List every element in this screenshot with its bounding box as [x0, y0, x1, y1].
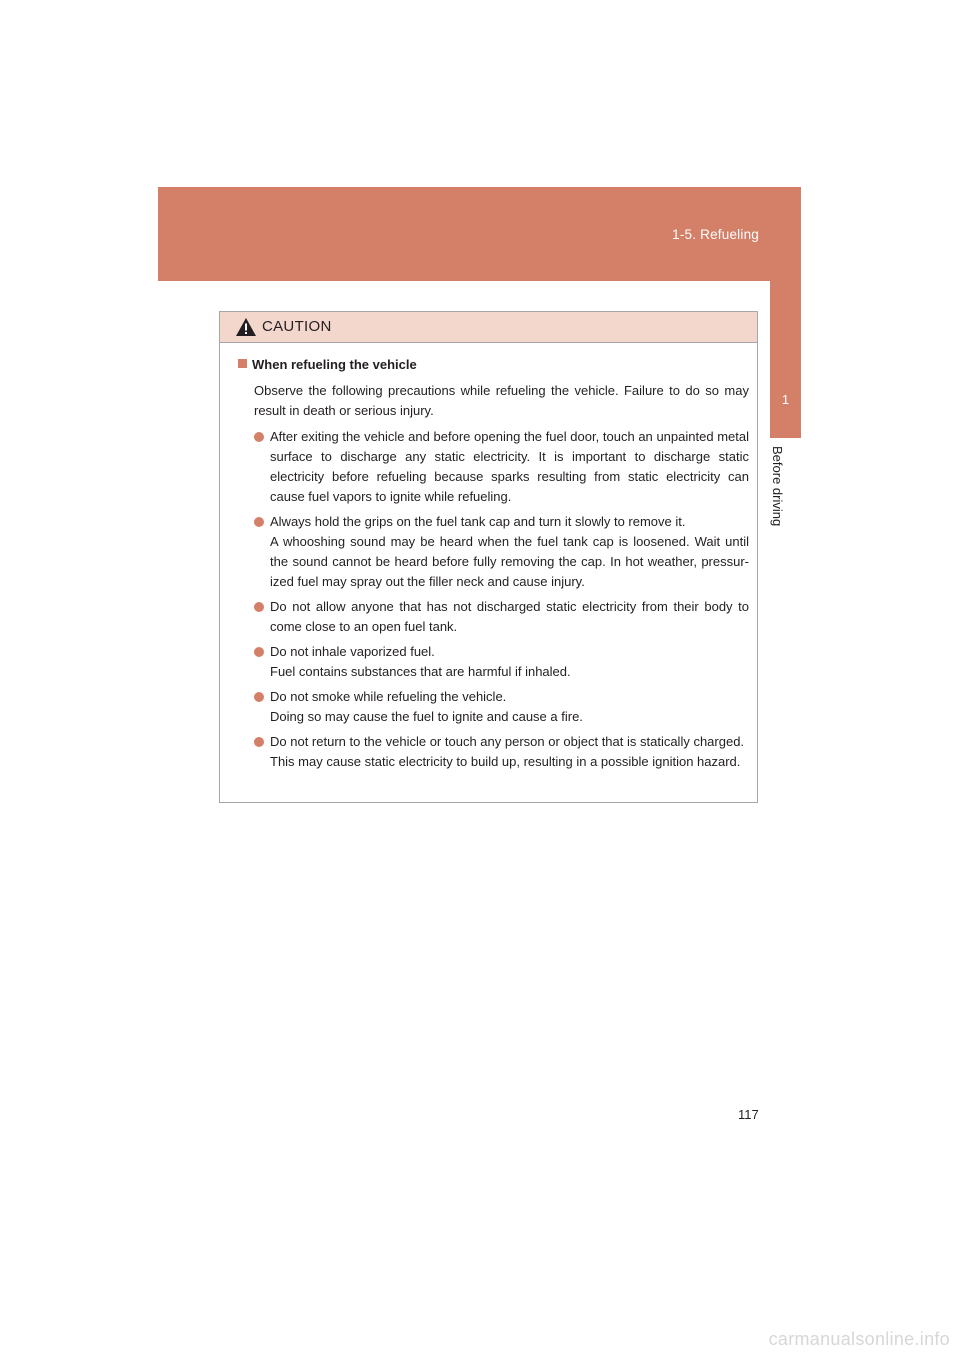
- watermark-text: carmanualsonline.info: [768, 1329, 950, 1349]
- warning-triangle-icon: [235, 317, 257, 337]
- header-band: [158, 187, 801, 281]
- list-item-text: A whooshing sound may be heard when the fuel tank cap is loosened. Wait until the sound cannot be heard before fully removing the cap. In hot weather, pressur-ized fuel may spray out the filler neck and cause injury.: [270, 534, 749, 589]
- list-item-text: Do not inhale vaporized fuel.: [270, 644, 435, 659]
- caution-intro: Observe the following precautions while refueling the vehicle. Failure to do so may result in death or serious injury.: [254, 383, 749, 418]
- bullet-dot-icon: [254, 432, 264, 442]
- subheading-text: When refueling the vehicle: [252, 357, 417, 372]
- caution-box: [219, 311, 758, 803]
- square-bullet-icon: [238, 359, 247, 368]
- list-item-text: After exiting the vehicle and before opening the fuel door, touch an unpainted metal surface to discharge any static electricity. It is important to discharge static electricity before refueling because sparks resulting from static electricity can cause fuel vapors to ignite while refueling.: [270, 429, 749, 504]
- bullet-dot-icon: [254, 517, 264, 527]
- section-title: 1-5. Refueling: [672, 227, 759, 242]
- chapter-number: 1: [781, 392, 790, 407]
- caution-header: [220, 312, 757, 343]
- bullet-dot-icon: [254, 647, 264, 657]
- chapter-tab: [770, 281, 801, 438]
- page-number: 117: [738, 1107, 759, 1122]
- caution-subheading: [238, 355, 749, 375]
- bullet-dot-icon: [254, 737, 264, 747]
- list-item-text: Fuel contains substances that are harmful if inhaled.: [270, 664, 571, 679]
- list-item: [238, 687, 749, 727]
- list-item-text: Doing so may cause the fuel to ignite and cause a fire.: [270, 709, 583, 724]
- list-item-text: Always hold the grips on the fuel tank cap and turn it slowly to remove it.: [270, 514, 686, 529]
- list-item-text: Do not return to the vehicle or touch any person or object that is statically charged.: [270, 734, 745, 749]
- bullet-dot-icon: [254, 602, 264, 612]
- list-item: [238, 642, 749, 682]
- list-item: [238, 427, 749, 507]
- list-item: [238, 597, 749, 637]
- list-item: [238, 732, 749, 772]
- caution-title: CAUTION: [262, 318, 332, 335]
- list-item-text: Do not smoke while refueling the vehicle.: [270, 689, 507, 704]
- chapter-title: Before driving: [770, 446, 785, 527]
- list-item: [238, 512, 749, 592]
- list-item-text: Do not allow anyone that has not discharged static electricity from their body to come close to an open fuel tank.: [270, 599, 749, 634]
- caution-body: [220, 343, 757, 772]
- bullet-dot-icon: [254, 692, 264, 702]
- list-item-text: This may cause static electricity to build up, resulting in a possible ignition hazard.: [270, 754, 741, 769]
